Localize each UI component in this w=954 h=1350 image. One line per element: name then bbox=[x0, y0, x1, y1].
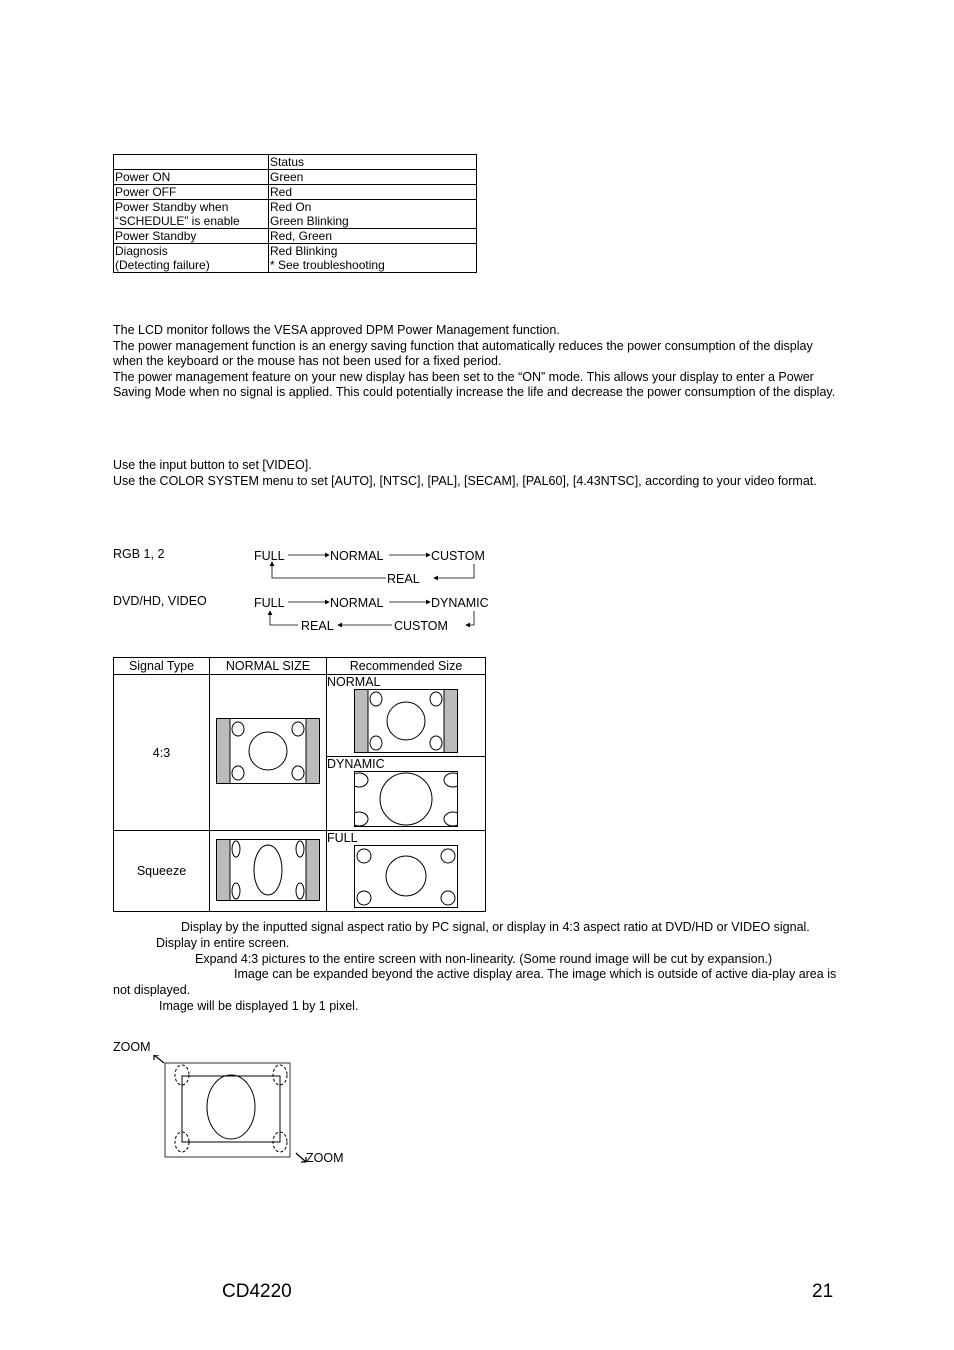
led-status-text: Red On bbox=[270, 200, 312, 214]
signal-type-header: Signal Type bbox=[114, 658, 210, 675]
led-status-cell bbox=[269, 229, 477, 244]
rgb-custom: CUSTOM bbox=[431, 549, 485, 563]
led-status-text: * See troubleshooting bbox=[270, 258, 385, 272]
normal-43-screen-icon bbox=[216, 718, 320, 784]
recommended-normal-label: NORMAL bbox=[327, 675, 381, 689]
led-state-cell bbox=[114, 170, 269, 185]
recommended-dynamic-label: DYNAMIC bbox=[327, 757, 385, 771]
zoom-arrow-down-right-icon bbox=[296, 1153, 306, 1162]
recommended-dynamic-icon bbox=[354, 771, 458, 827]
led-state-text: (Detecting failure) bbox=[115, 258, 210, 272]
rgb-arrow-3 bbox=[434, 564, 474, 578]
zoom-screen bbox=[182, 1076, 280, 1142]
led-state-cell bbox=[114, 185, 269, 200]
led-status-cell bbox=[269, 185, 477, 200]
rgb-real: REAL bbox=[387, 572, 420, 586]
led-state-text: Power Standby bbox=[115, 229, 197, 243]
led-status-text: Red Blinking bbox=[270, 244, 338, 258]
led-state-cell bbox=[114, 244, 269, 273]
led-header-status: Status bbox=[269, 155, 477, 170]
zoom-diagram bbox=[150, 1055, 310, 1170]
led-status-table bbox=[113, 154, 477, 273]
normal-squeeze-screen-icon bbox=[216, 839, 320, 901]
led-table-row bbox=[114, 185, 477, 200]
led-state-cell bbox=[114, 200, 269, 229]
signal-type-43: 4:3 bbox=[114, 675, 210, 831]
recommended-normal-icon bbox=[354, 689, 458, 753]
dvd-dynamic: DYNAMIC bbox=[431, 596, 489, 610]
def-normal: Display by the inputted signal aspect ratio by PC signal, or display in 4:3 aspect ratio at DVD/HD or VIDEO signal. bbox=[181, 920, 810, 934]
led-state-text: Power Standby when bbox=[115, 200, 229, 214]
dvd-custom: CUSTOM bbox=[394, 619, 448, 633]
led-state-text: Power ON bbox=[115, 170, 171, 184]
def-real: Image will be displayed 1 by 1 pixel. bbox=[159, 998, 359, 1013]
zoom-top-label: ZOOM bbox=[113, 1040, 151, 1054]
rgb-label: RGB 1, 2 bbox=[113, 547, 165, 561]
footer-page-number: 21 bbox=[812, 1281, 834, 1302]
signal-table bbox=[113, 657, 486, 912]
signal-row-squeeze bbox=[114, 831, 486, 912]
def-dynamic: Expand 4:3 pictures to the entire screen with non-linearity. (Some round image will be cut by expansion.) bbox=[195, 951, 773, 966]
size-flow-diagram bbox=[240, 540, 510, 640]
led-table-row bbox=[114, 200, 477, 229]
signal-table-header bbox=[114, 658, 486, 675]
power-management-text bbox=[113, 323, 838, 401]
zoom-arrow-up-left-icon bbox=[154, 1055, 164, 1063]
led-state-text: “SCHEDULE” is enable bbox=[115, 214, 240, 228]
dvd-arrow-5 bbox=[270, 611, 298, 625]
led-state-cell bbox=[114, 229, 269, 244]
led-status-cell bbox=[269, 170, 477, 185]
rgb-full: FULL bbox=[254, 549, 285, 563]
video-text bbox=[113, 458, 838, 489]
dvd-full: FULL bbox=[254, 596, 285, 610]
mode-definitions bbox=[113, 920, 838, 1015]
power-mgmt-p3: The power management feature on your new display has been set to the “ON” mode. This allows your display to enter a Power Saving Mode when no signal is applied. This could potentially increase the life and decrease the power consumption of the display. bbox=[113, 369, 836, 400]
led-table-row bbox=[114, 244, 477, 273]
rgb-normal: NORMAL bbox=[330, 549, 384, 563]
dvd-label: DVD/HD, VIDEO bbox=[113, 594, 207, 608]
footer-model: CD4220 bbox=[222, 1281, 292, 1302]
led-status-cell bbox=[269, 244, 477, 273]
power-mgmt-p2: The power management function is an energy saving function that automatically reduces the power consumption of the display when the keyboard or the mouse has not been used for a fixed period. bbox=[113, 338, 813, 369]
signal-type-squeeze: Squeeze bbox=[114, 831, 210, 912]
led-state-text: Diagnosis bbox=[115, 244, 168, 258]
led-state-text: Power OFF bbox=[115, 185, 177, 199]
led-status-text: Green bbox=[270, 170, 304, 184]
dvd-real: REAL bbox=[301, 619, 334, 633]
power-mgmt-p1: The LCD monitor follows the VESA approved DPM Power Management function. bbox=[113, 323, 560, 337]
led-table-row bbox=[114, 170, 477, 185]
led-table-row bbox=[114, 229, 477, 244]
led-status-text: Green Blinking bbox=[270, 214, 349, 228]
recommended-full-icon bbox=[354, 845, 458, 908]
led-header-state bbox=[114, 155, 269, 170]
recommended-normal-cell bbox=[327, 675, 486, 757]
zoom-bottom-label: ZOOM bbox=[306, 1151, 344, 1165]
def-full: Display in entire screen. bbox=[156, 935, 290, 950]
def-custom: Image can be expanded beyond the active display area. The image which is outside of active dia-play area is not displayed. bbox=[113, 967, 837, 998]
normal-size-43-cell bbox=[210, 675, 327, 831]
video-p1: Use the input button to set [VIDEO]. bbox=[113, 458, 312, 472]
signal-row-43 bbox=[114, 675, 486, 757]
led-status-cell bbox=[269, 200, 477, 229]
led-status-text: Red, Green bbox=[270, 229, 333, 243]
recommended-dynamic-cell bbox=[327, 757, 486, 831]
recommended-full-label: FULL bbox=[327, 831, 358, 845]
video-p2: Use the COLOR SYSTEM menu to set [AUTO], [NTSC], [PAL], [SECAM], [PAL60], [4.43NTSC], according to your video format. bbox=[113, 473, 817, 488]
rgb-arrow-4 bbox=[272, 562, 386, 578]
led-status-text: Red bbox=[270, 185, 293, 199]
led-table-header bbox=[114, 155, 477, 170]
dvd-normal: NORMAL bbox=[330, 596, 384, 610]
recommended-size-header: Recommended Size bbox=[327, 658, 486, 675]
recommended-full-cell bbox=[327, 831, 486, 912]
normal-size-header: NORMAL SIZE bbox=[210, 658, 327, 675]
dvd-arrow-3 bbox=[466, 611, 474, 625]
normal-size-squeeze-cell bbox=[210, 831, 327, 912]
